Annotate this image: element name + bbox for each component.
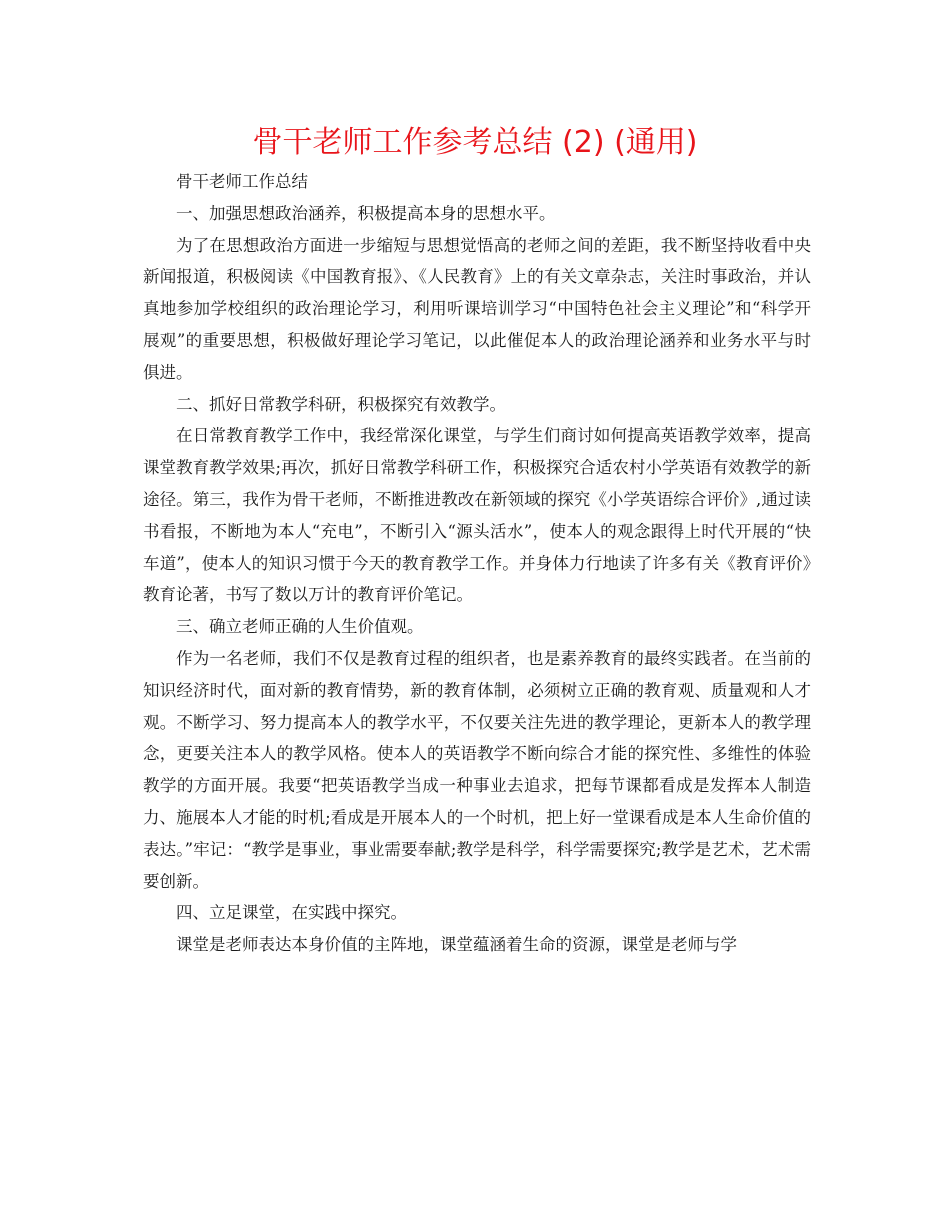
section-heading-2: 二、抓好日常教学科研，积极探究有效教学。 [176, 394, 506, 414]
document-title: 骨干老师工作参考总结 (2) (通用) [252, 125, 698, 160]
paragraph-4: 课堂是老师表达本身价值的主阵地，课堂蕴涵着生命的资源，课堂是老师与学 [176, 935, 737, 955]
section-heading-1: 一、加强思想政治涵养，积极提高本身的思想水平。 [176, 203, 556, 223]
section-heading-3: 三、确立老师正确的人生价值观。 [176, 617, 424, 637]
section-heading-4: 四、立足课堂，在实践中探究。 [176, 903, 407, 923]
paragraph-3: 作为一名老师，我们不仅是教育过程的组织者，也是素养教育的最终实践者。在当前的知识经济时代，面对新的教育情势，新的教育体制，必须树立正确的教育观、质量观和人才观。不断学习、努力提高本人的教学水平，不仅要关注先进的教学理论，更新本人的教学理念，更要关注本人的教学风格。使本人的英语教学不断向综合才能的探究性、多维性的体验教学的方面开展。我要“把英语教学当成一种事业去追求，把每节课都看成是发挥本人制造力、施展本人才能的时机;看成是开展本人的一个时机，把上好一堂课看成是本人生命价值的表达。”牢记：“教学是事业，事业需要奉献;教学是科学，科学需要探究;教学是艺术，艺术需要创新。 [143, 648, 811, 891]
paragraph-1: 为了在思想政治方面进一步缩短与思想觉悟高的老师之间的差距，我不断坚持收看中央新闻报道，积极阅读《中国教育报》、《人民教育》上的有关文章杂志，关注时事政治，并认真地参加学校组织的政治理论学习，利用听课培训学习“中国特色社会主义理论”和“科学开展观”的重要思想，积极做好理论学习笔记，以此催促本人的政治理论涵养和业务水平与时俱进。 [143, 235, 811, 382]
paragraph-2: 在日常教育教学工作中，我经常深化课堂，与学生们商讨如何提高英语教学效率，提高课堂教育教学效果;再次，抓好日常教学科研工作，积极探究合适农村小学英语有效教学的新途径。第三，我作为骨干老师，不断推进教改在新领域的探究《小学英语综合评价》,通过读书看报，不断地为本人“充电”，不断引入“源头活水”，使本人的观念跟得上时代开展的“快车道”，使本人的知识习惯于今天的教育教学工作。并身体力行地读了许多有关《教育评价》教育论著，书写了数以万计的教育评价笔记。 [143, 426, 811, 605]
document-body [143, 166, 811, 961]
doc-subtitle: 骨干老师工作总结 [176, 172, 308, 191]
